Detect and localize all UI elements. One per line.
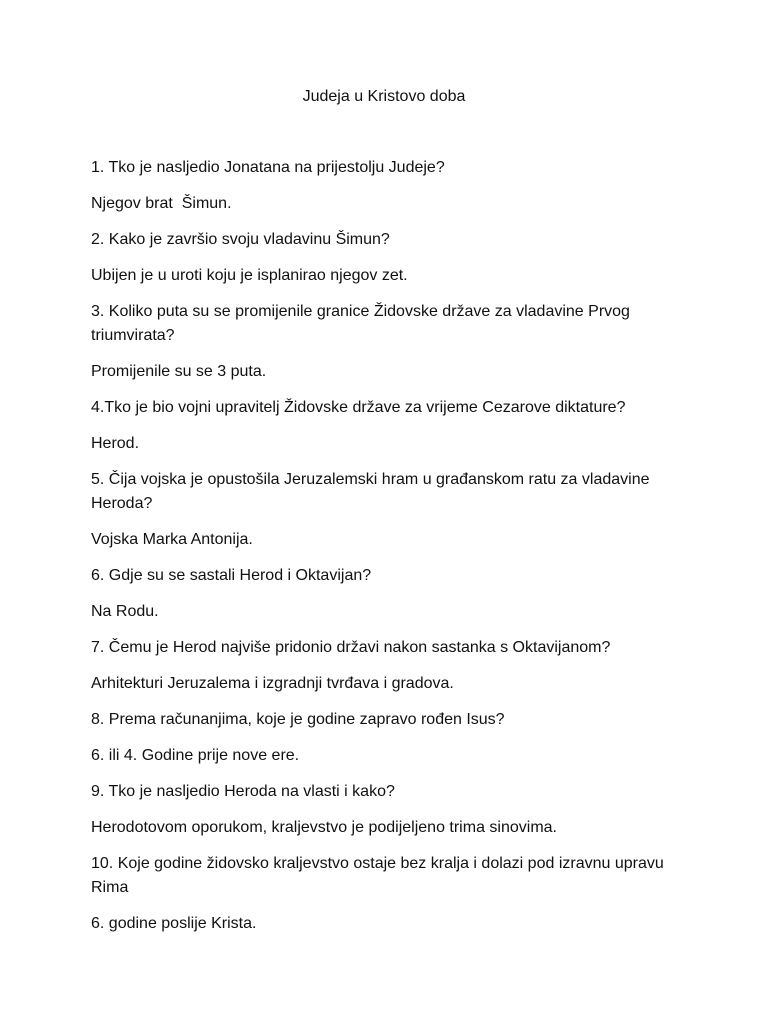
question-5: 5. Čija vojska je opustošila Jeruzalemski hram u građanskom ratu za vladavine Heroda? [91,471,650,512]
question-1: 1. Tko je nasljedio Jonatana na prijestolju Judeje? [91,159,445,176]
question-10: 10. Koje godine židovsko kraljevstvo ostaje bez kralja i dolazi pod izravnu upravu Rima [91,855,664,896]
question-4: 4.Tko je bio vojni upravitelj Židovske države za vrijeme Cezarove diktature? [91,399,626,416]
answer-2: Ubijen je u uroti koju je isplanirao njegov zet. [91,267,408,284]
question-6: 6. Gdje su se sastali Herod i Oktavijan? [91,567,372,584]
document-body [91,156,681,948]
question-7: 7. Čemu je Herod najviše pridonio državi nakon sastanka s Oktavijanom? [91,639,611,656]
answer-7: Arhitekturi Jeruzalema i izgradnji tvrđava i gradova. [91,675,454,692]
answer-4: Herod. [91,435,140,452]
answer-9: Herodotovom oporukom, kraljevstvo je podijeljeno trima sinovima. [91,819,557,836]
answer-6: Na Rodu. [91,603,159,620]
answer-5: Vojska Marka Antonija. [91,531,253,548]
question-3: 3. Koliko puta su se promijenile granice Židovske države za vladavine Prvog triumvirata? [91,303,630,344]
answer-3: Promijenile su se 3 puta. [91,363,267,380]
document-title: Judeja u Kristovo doba [302,88,466,105]
question-9: 9. Tko je nasljedio Heroda na vlasti i kako? [91,783,395,800]
answer-10: 6. godine poslije Krista. [91,915,257,932]
question-8: 8. Prema računanjima, koje je godine zapravo rođen Isus? [91,711,505,728]
question-2: 2. Kako je završio svoju vladavinu Šimun? [91,231,390,248]
answer-8: 6. ili 4. Godine prije nove ere. [91,747,300,764]
answer-1: Njegov brat Šimun. [91,195,232,212]
